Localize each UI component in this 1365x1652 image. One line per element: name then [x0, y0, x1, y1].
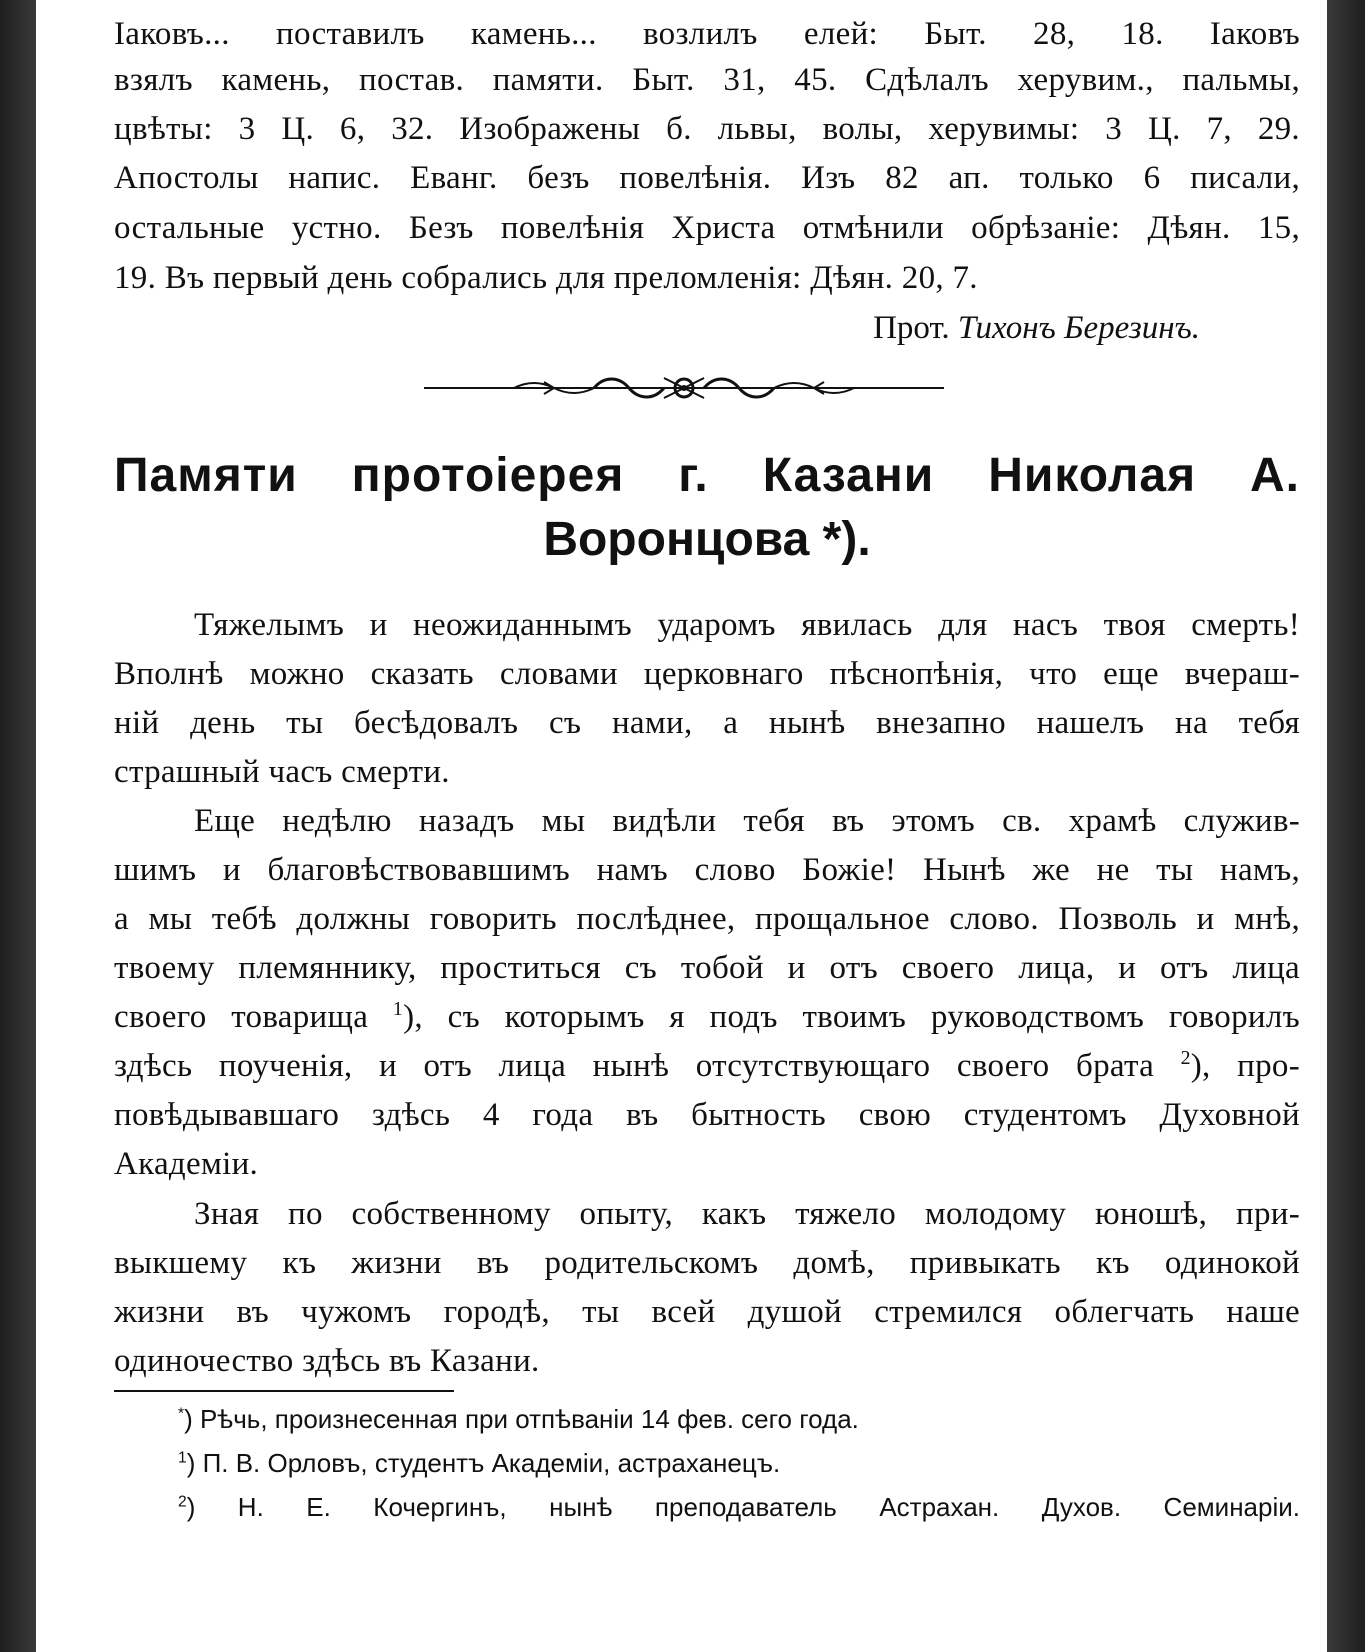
top-text-line: 19. Въ первый день собрались для преломленія: Дѣян. 20, 7.	[114, 260, 978, 296]
text-segment: ), про-	[1190, 1048, 1300, 1084]
top-text-line: Апостолы напис. Еванг. безъ повелѣнія. Изъ 82 ап. только 6 писали,	[114, 160, 1300, 196]
footnote-0	[178, 1402, 1300, 1436]
footnote-text: ) П. В. Орловъ, студентъ Академіи, астраханецъ.	[186, 1448, 781, 1478]
left-scan-border	[0, 0, 36, 1652]
right-scan-border	[1327, 0, 1365, 1652]
paragraph-line-with-footnote-ref	[114, 1046, 1300, 1086]
footnote-text: ) Н. Е. Кочергинъ, нынѣ преподаватель Астрахан. Духов. Семинаріи.	[186, 1492, 1300, 1522]
footnote-mark: *	[178, 1405, 185, 1423]
footnote-ref-2: 2	[1180, 1047, 1191, 1069]
paragraph-line: одиночество здѣсь въ Казани.	[114, 1343, 540, 1379]
paragraph-line: страшный часъ смерти.	[114, 754, 450, 790]
paragraph-line: шимъ и благовѣствовавшимъ намъ слово Божіе! Нынѣ же не ты намъ,	[114, 852, 1300, 888]
paragraph-line: Академіи.	[114, 1146, 259, 1182]
paragraph-line: повѣдывавшаго здѣсь 4 года въ бытность свою студентомъ Духовной	[114, 1097, 1300, 1133]
paragraph-line-with-footnote-ref	[114, 997, 1300, 1037]
paragraph-line: твоему племяннику, проститься съ тобой и отъ своего лица, и отъ лица	[114, 950, 1300, 986]
ornament-divider-icon	[424, 370, 944, 406]
top-text-line: цвѣты: 3 Ц. 6, 32. Изображены б. львы, волы, херувимы: 3 Ц. 7, 29.	[114, 111, 1300, 147]
top-text-line: взялъ камень, постав. памяти. Быт. 31, 45. Сдѣлалъ херувим., пальмы,	[114, 62, 1300, 98]
paragraph-line: жизни въ чужомъ городѣ, ты всей душой стремился облегчать наше	[114, 1294, 1300, 1330]
text-segment: ), съ которымъ я подъ твоимъ руководствомъ говорилъ	[403, 999, 1300, 1035]
paragraph-line: Тяжелымъ и неожиданнымъ ударомъ явилась для насъ твоя смерть!	[194, 607, 1300, 643]
top-text-line: остальные устно. Безъ повелѣнія Христа отмѣнили обрѣзаніе: Дѣян. 15,	[114, 210, 1300, 246]
paragraph-line: а мы тебѣ должны говорить послѣднее, прощальное слово. Позволь и мнѣ,	[114, 901, 1300, 937]
top-text-line: Іаковъ... поставилъ камень... возлилъ елей: Быт. 28, 18. Іаковъ	[114, 16, 1300, 52]
footnote-2	[178, 1490, 1300, 1524]
article-title-line1: Памяти протоіерея г. Казани Николая А.	[114, 449, 1300, 502]
signature-name: Тихонъ Березинъ.	[957, 310, 1200, 346]
signature-prefix: Прот.	[873, 310, 950, 346]
scanned-page	[36, 0, 1327, 1652]
footnote-ref-1: 1	[392, 998, 404, 1020]
footnote-divider	[114, 1390, 454, 1392]
paragraph-line: выкшему къ жизни въ родительскомъ домѣ, привыкать къ одинокой	[114, 1245, 1300, 1281]
footnote-mark: 2	[178, 1493, 187, 1511]
text-segment: здѣсь поученія, и отъ лица нынѣ отсутствующаго своего брата	[114, 1048, 1181, 1084]
footnote-text: ) Рѣчь, произнесенная при отпѣваніи 14 фев. сего года.	[184, 1404, 859, 1434]
paragraph-line: Зная по собственному опыту, какъ тяжело молодому юношѣ, при-	[194, 1196, 1300, 1232]
footnote-mark: 1	[178, 1449, 187, 1467]
text-segment: своего товарища	[114, 999, 393, 1035]
signature	[873, 308, 1200, 348]
article-title-line2: Воронцова *).	[543, 513, 871, 566]
paragraph-line: ній день ты бесѣдовалъ съ нами, а нынѣ внезапно нашелъ на тебя	[114, 705, 1300, 741]
paragraph-line: Еще недѣлю назадъ мы видѣли тебя въ этомъ св. храмѣ служив-	[194, 803, 1300, 839]
footnote-1	[178, 1446, 1300, 1480]
paragraph-line: Вполнѣ можно сказать словами церковнаго пѣснопѣнія, что еще вчераш-	[114, 656, 1300, 692]
